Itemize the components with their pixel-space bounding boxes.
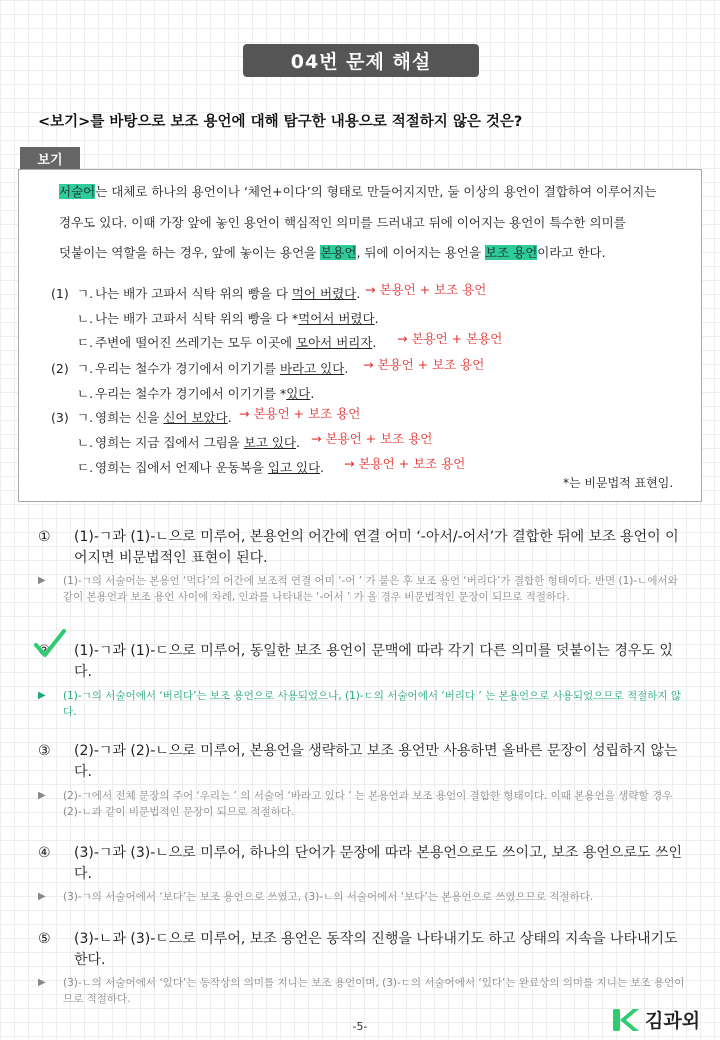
logo-text: 김과외: [645, 1010, 701, 1032]
option-number: ①: [38, 529, 51, 545]
example-punct: .: [344, 361, 349, 376]
example-line: [51, 384, 314, 402]
explanation-text: (3)-ㄴ의 서술어에서 ‘있다’는 동작상의 의미를 지니는 보조 용언이며, (3)-ㄷ의 서술어에서 ‘있다’는 완료상의 의미를 지니는 보조 용언이므로 적절하다.: [63, 977, 685, 1005]
triangle-bullet-icon: ▶: [38, 891, 46, 902]
example-line: [51, 333, 376, 351]
example-punct: .: [310, 386, 315, 401]
example-punct: .: [372, 335, 377, 350]
paragraph-line-1: [59, 182, 656, 200]
highlight-term: 보조 용언: [485, 245, 538, 260]
example-text: 나는 배가 고파서 식탁 위의 빵을 다: [95, 286, 292, 301]
example-number: (1): [51, 286, 69, 301]
example-mark: ㄱ.: [77, 286, 94, 301]
option-text: (2)-ㄱ과 (2)-ㄴ으로 미루어, 본용언을 생략하고 보조 용언만 사용하면 올바른 문장이 성립하지 않는다.: [74, 743, 678, 780]
example-mark: ㄱ.: [77, 410, 94, 425]
underlined-predicate: 신어 보았다: [163, 410, 228, 425]
example-line: [51, 458, 324, 476]
option-text: (1)-ㄱ과 (1)-ㄴ으로 미루어, 본용언의 어간에 연결 어미 ‘-아서/-어서’가 결합한 뒤에 보조 용언이 이어지면 비문법적인 표현이 된다.: [74, 529, 679, 566]
paragraph-line-2: 경우도 있다. 이때 가장 앞에 놓인 용언이 핵심적인 의미를 드러내고 뒤에 이어지는 용언이 특수한 의미를: [59, 215, 626, 230]
footnote: *는 비문법적 표현임.: [563, 476, 674, 490]
option-explanation: [38, 788, 690, 820]
example-line: [51, 359, 348, 377]
underlined-predicate: 입고 있다: [267, 460, 321, 475]
example-mark: ㄴ.: [77, 311, 94, 326]
option-number: ②: [38, 643, 51, 659]
example-text: 우리는 철수가 경기에서 이기기를 *: [95, 386, 287, 401]
page-number: -5-: [352, 1020, 368, 1033]
option-number: ③: [38, 743, 51, 759]
analysis-note: → 본용언 + 보조 용언: [363, 357, 485, 372]
example-mark: ㄷ.: [77, 460, 94, 475]
example-mark: ㄴ.: [77, 435, 94, 450]
bogi-box: [18, 169, 702, 502]
option-explanation: [38, 975, 690, 1007]
underlined-predicate: 먹어서 버렸다: [298, 311, 375, 326]
example-mark: ㄴ.: [77, 386, 94, 401]
example-punct: .: [296, 435, 300, 450]
triangle-bullet-icon: ▶: [38, 977, 46, 988]
option-number: ④: [38, 845, 51, 861]
triangle-bullet-icon: ▶: [38, 690, 46, 701]
bogi-tab: 보기: [20, 147, 80, 169]
example-number: (3): [51, 410, 69, 425]
analysis-note: → 본용언 + 보조 용언: [311, 431, 433, 446]
option-text: (1)-ㄱ과 (1)-ㄷ으로 미루어, 동일한 보조 용언이 문맥에 따라 각기 다른 의미를 덧붙이는 경우도 있다.: [74, 643, 673, 680]
example-line: [51, 309, 379, 327]
example-punct: .: [320, 460, 325, 475]
analysis-note: → 본용언 + 본용언: [397, 331, 503, 346]
option-explanation: [38, 889, 690, 905]
example-line: [51, 433, 300, 451]
example-text: 영희는 신을: [95, 410, 164, 425]
underlined-predicate: 모아서 버리자: [296, 335, 373, 350]
analysis-note: → 본용언 + 보조 용언: [365, 282, 487, 297]
example-line: [51, 284, 360, 302]
answer-option: [38, 527, 688, 569]
option-text: (3)-ㄴ과 (3)-ㄷ으로 미루어, 보조 용언은 동작의 진행을 나타내기도 하고 상태의 지속을 나타내기도 한다.: [74, 931, 678, 968]
explanation-text: (1)-ㄱ의 서술어에서 ‘버리다’는 보조 용언으로 사용되었으나, (1)-ㄷ의 서술어에서 ‘버리다 ’ 는 본용언으로 사용되었으므로 적절하지 않다.: [63, 690, 682, 718]
explanation-text: (3)-ㄱ의 서술어에서 ‘보다’는 보조 용언으로 쓰였고, (3)-ㄴ의 서술어에서 ‘보다’는 본용언으로 쓰였으므로 적절하다.: [63, 891, 594, 903]
paragraph-text: 덧붙이는 역할을 하는 경우, 앞에 놓이는 용언을: [59, 245, 321, 260]
analysis-note: → 본용언 + 보조 용언: [239, 406, 361, 421]
underlined-predicate: 먹어 버렸다: [291, 286, 357, 301]
question-text: <보기>를 바탕으로 보조 용언에 대해 탐구한 내용으로 적절하지 않은 것은?: [38, 114, 523, 130]
example-text: 나는 배가 고파서 식탁 위의 빵을 다 *: [95, 311, 299, 326]
triangle-bullet-icon: ▶: [38, 790, 46, 801]
paragraph-text: , 뒤에 이어지는 용언을: [356, 245, 485, 260]
example-punct: .: [356, 286, 361, 301]
explanation-text: (2)-ㄱ에서 전체 문장의 주어 ‘우리는 ’ 의 서술어 ‘바라고 있다 ’ 는 본용언과 보조 용언이 결합한 형태이다. 이때 본용언을 생략할 경우 (2)-ㄴ과 같이 비문법적인 문장이 되므로 적절하다.: [63, 790, 673, 818]
underlined-predicate: 있다: [286, 386, 311, 401]
paragraph-text: 는 대체로 하나의 용언이나 ‘체언+이다’의 형태로 만들어지지만, 둘 이상의 용언이 결합하여 이루어지는: [95, 184, 657, 199]
option-text: (3)-ㄱ과 (3)-ㄴ으로 미루어, 하나의 단어가 문장에 따라 본용언으로도 쓰이고, 보조 용언으로도 쓰인다.: [74, 845, 683, 882]
answer-option: [38, 843, 688, 885]
example-text: 영희는 집에서 언제나 운동복을: [95, 460, 268, 475]
triangle-bullet-icon: ▶: [38, 575, 46, 586]
analysis-note: → 본용언 + 보조 용언: [344, 456, 466, 471]
example-text: 우리는 철수가 경기에서 이기기를: [95, 361, 280, 376]
answer-option: [38, 929, 688, 971]
example-text: 영희는 지금 집에서 그림을: [95, 435, 244, 450]
answer-option: [38, 641, 688, 683]
example-punct: .: [374, 311, 379, 326]
highlight-term: 본용언: [320, 245, 357, 260]
example-punct: .: [227, 410, 232, 425]
answer-option: [38, 741, 688, 783]
underlined-predicate: 보고 있다: [243, 435, 297, 450]
example-mark: ㄱ.: [77, 361, 94, 376]
example-line: [51, 408, 232, 426]
example-text: 주변에 떨어진 쓰레기는 모두 이곳에: [95, 335, 296, 350]
underlined-predicate: 바라고 있다: [279, 361, 345, 376]
option-explanation: [38, 573, 690, 605]
highlight-term: 서술어: [59, 184, 96, 199]
example-number: (2): [51, 361, 69, 376]
paragraph-text: 이라고 한다.: [537, 245, 606, 260]
example-mark: ㄷ.: [77, 335, 94, 350]
option-number: ⑤: [38, 931, 51, 947]
brand-logo: [611, 1006, 700, 1033]
option-explanation: [38, 688, 690, 720]
paragraph-line-3: [59, 243, 606, 261]
checkmark-icon: [33, 627, 67, 661]
page-title: 04번 문제 해설: [243, 44, 479, 77]
explanation-text: (1)-ㄱ의 서술어는 본용언 ‘먹다’의 어간에 보조적 연결 어미 ‘-어 ’ 가 붙은 후 보조 용언 ‘버리다’가 결합한 형태이다. 반면 (1)-ㄴ에서와 같이 본용언과 보조 용언 사이에 차례, 인과를 나타내는 ‘-어서 ’ 가 올 경우 비문법적인 문장이 되므로 적절하다.: [63, 575, 678, 603]
k-logo-icon: [611, 1007, 641, 1033]
